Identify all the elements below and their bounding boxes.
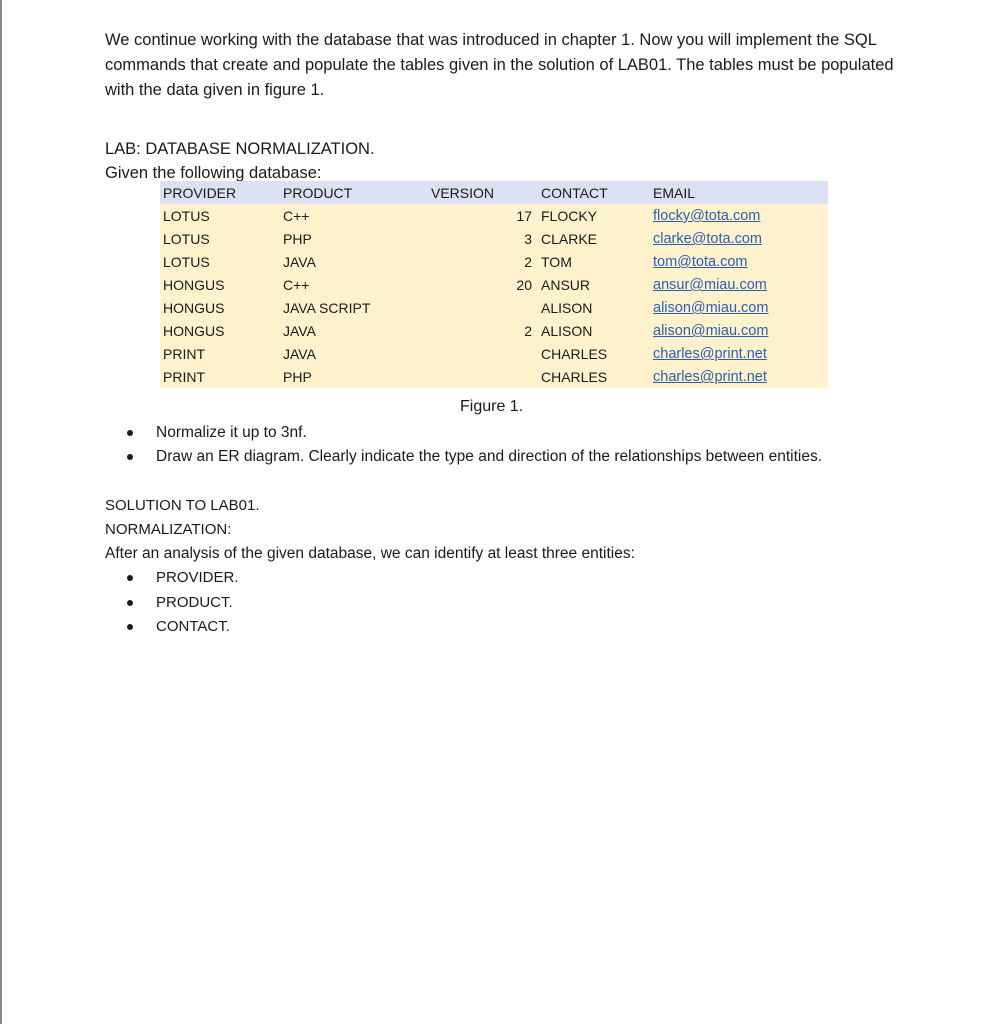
task-text: Normalize it up to 3nf. (156, 424, 307, 441)
header-provider: PROVIDER (163, 184, 237, 201)
table-header-row (160, 181, 828, 204)
cell-product: C++ (283, 207, 310, 224)
email-link[interactable]: charles@print.net (653, 369, 767, 385)
cell-product: JAVA (283, 322, 316, 339)
list-item (105, 421, 822, 445)
cell-contact: FLOCKY (541, 207, 598, 224)
bullet-icon (127, 600, 133, 606)
cell-email (650, 227, 828, 250)
table-row (160, 273, 828, 296)
cell-product: C++ (283, 276, 310, 293)
cell-email (650, 365, 828, 388)
cell-email (650, 296, 828, 319)
cell-provider: PRINT (163, 368, 205, 385)
intro-paragraph: We continue working with the database that was introduced in chapter 1. Now you will implement the SQL commands that create and populate the tables given in the solution of LAB01. The tables must be populated with the data given in figure 1. (105, 31, 894, 99)
header-contact: CONTACT (541, 184, 608, 201)
bullet-icon (127, 430, 133, 436)
list-item (105, 615, 635, 640)
table-row (160, 204, 828, 227)
cell-contact: CLARKE (541, 230, 598, 247)
email-link[interactable]: tom@tota.com (653, 254, 748, 270)
table-row (160, 227, 828, 250)
email-link[interactable]: alison@miau.com (653, 323, 769, 339)
entity-list (105, 566, 635, 640)
cell-version (428, 296, 538, 319)
cell-provider: HONGUS (163, 276, 225, 293)
cell-provider: HONGUS (163, 299, 225, 316)
database-table (160, 181, 828, 388)
solution-heading: SOLUTION TO LAB01. (105, 497, 260, 514)
entity-text: PROVIDER. (156, 569, 239, 586)
database-figure (160, 181, 828, 388)
list-item (105, 445, 822, 469)
cell-contact: TOM (541, 253, 572, 270)
cell-version (428, 342, 538, 365)
page-left-edge (0, 0, 2, 1024)
task-list (105, 421, 822, 469)
cell-product: PHP (283, 230, 312, 247)
table-row (160, 342, 828, 365)
email-link[interactable]: clarke@tota.com (653, 231, 763, 247)
table-row (160, 296, 828, 319)
solution-subheading: NORMALIZATION: (105, 521, 232, 538)
cell-product: PHP (283, 368, 312, 385)
email-link[interactable]: charles@print.net (653, 346, 767, 362)
entity-text: CONTACT. (156, 618, 230, 635)
cell-provider: LOTUS (163, 207, 210, 224)
cell-version: 20 (516, 276, 532, 293)
table-body (160, 204, 828, 388)
document-body (105, 28, 905, 185)
header-product: PRODUCT (283, 184, 353, 201)
cell-email (650, 319, 828, 342)
cell-contact: CHARLES (541, 345, 608, 362)
bullet-icon (127, 624, 133, 630)
cell-email (650, 342, 828, 365)
cell-provider: LOTUS (163, 253, 210, 270)
table-row (160, 250, 828, 273)
lab-subtitle: Given the following database: (105, 164, 322, 182)
lab-title: LAB: DATABASE NORMALIZATION. (105, 140, 375, 158)
solution-section (105, 494, 635, 640)
list-item (105, 591, 635, 616)
cell-product: JAVA (283, 345, 316, 362)
cell-version: 3 (524, 230, 532, 247)
cell-provider: HONGUS (163, 322, 225, 339)
cell-email (650, 204, 828, 227)
cell-contact: ALISON (541, 299, 593, 316)
task-text: Draw an ER diagram. Clearly indicate the type and direction of the relationships between entities. (156, 448, 823, 465)
cell-contact: ANSUR (541, 276, 591, 293)
table-row (160, 365, 828, 388)
table-row (160, 319, 828, 342)
cell-product: JAVA SCRIPT (283, 299, 371, 316)
email-link[interactable]: ansur@miau.com (653, 277, 767, 293)
cell-contact: ALISON (541, 322, 593, 339)
cell-version: 2 (524, 322, 532, 339)
bullet-icon (127, 454, 133, 460)
email-link[interactable]: flocky@tota.com (653, 208, 761, 224)
header-version: VERSION (431, 184, 495, 201)
solution-analysis: After an analysis of the given database, we can identify at least three entities: (105, 545, 635, 562)
cell-provider: PRINT (163, 345, 205, 362)
cell-version: 17 (516, 207, 532, 224)
list-item (105, 566, 635, 591)
cell-version (428, 365, 538, 388)
header-email: EMAIL (653, 184, 696, 201)
cell-product: JAVA (283, 253, 316, 270)
cell-email (650, 273, 828, 296)
cell-contact: CHARLES (541, 368, 608, 385)
cell-email (650, 250, 828, 273)
figure-caption: Figure 1. (460, 398, 524, 415)
bullet-icon (127, 575, 133, 581)
email-link[interactable]: alison@miau.com (653, 300, 769, 316)
cell-provider: LOTUS (163, 230, 210, 247)
entity-text: PRODUCT. (156, 593, 233, 611)
cell-version: 2 (524, 253, 532, 270)
